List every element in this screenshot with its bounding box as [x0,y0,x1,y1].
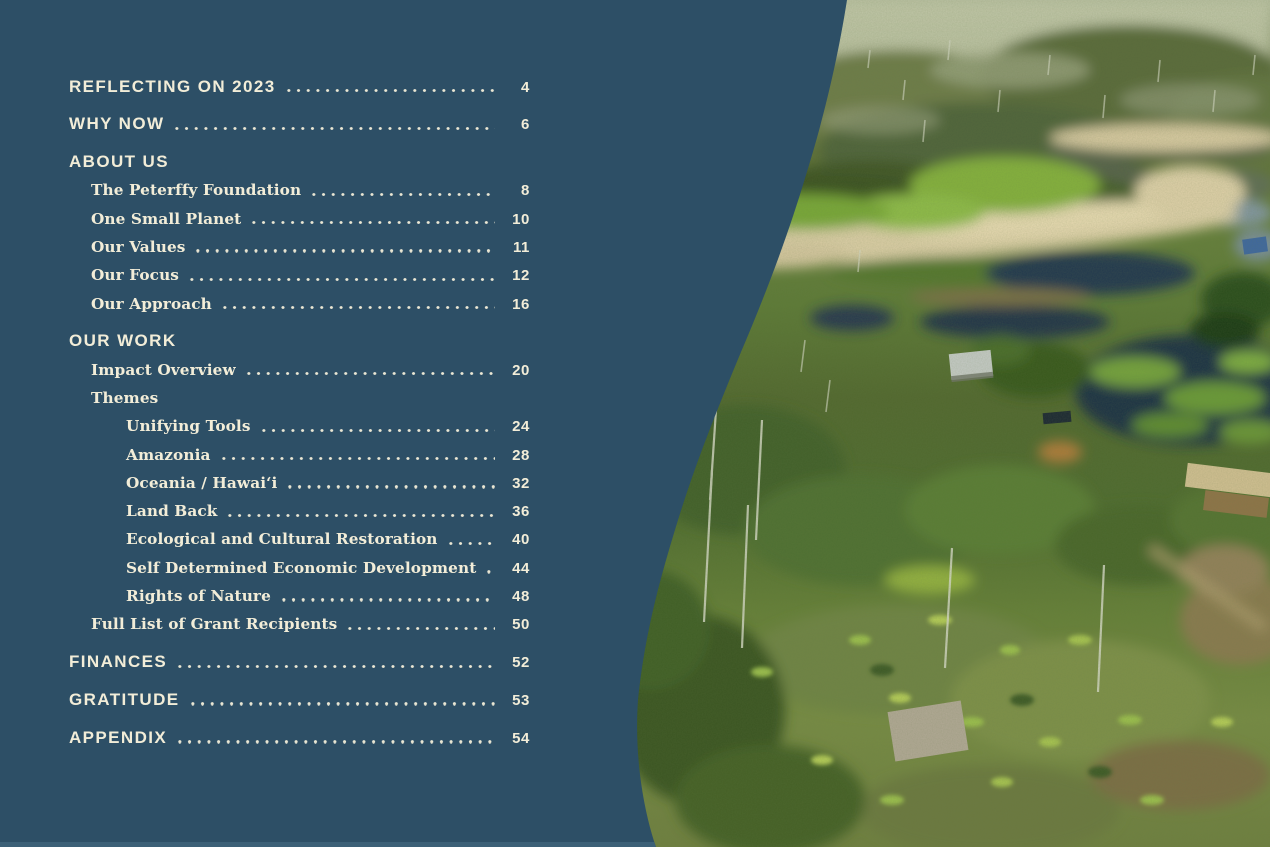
leader-dots [446,542,495,545]
toc-entry-page: 8 [521,182,530,200]
leader-dots [309,193,495,196]
toc-entry-page: 54 [512,729,530,747]
leader-dots [219,457,496,460]
table-of-contents [69,63,530,752]
toc-entry[interactable] [69,233,530,261]
toc-entry[interactable] [69,497,530,525]
toc-entry[interactable] [69,686,530,714]
toc-entry-label: GRATITUDE [69,689,180,709]
toc-entry[interactable] [69,525,530,553]
toc-entry-page: 50 [512,616,530,634]
toc-entry[interactable] [69,327,530,355]
leader-dots [285,485,495,488]
toc-entry-label: WHY NOW [69,114,165,134]
toc-entry-page: 11 [512,238,530,256]
toc-entry-label: Oceania / Hawai‘i [126,473,278,492]
toc-entry-page: 52 [512,654,530,672]
toc-entry-label: APPENDIX [69,727,168,747]
toc-entry[interactable] [69,469,530,497]
toc-entry-label: Land Back [126,502,218,521]
leader-dots [484,570,495,573]
toc-entry-page: 32 [512,474,530,492]
toc-entry-page: 28 [512,446,530,464]
leader-dots [225,514,495,517]
toc-entry-page: 53 [512,691,530,709]
toc-entry[interactable] [69,648,530,676]
toc-entry[interactable] [69,384,530,412]
toc-entry-page: 48 [512,588,530,606]
toc-entry-page: 12 [512,267,530,285]
toc-entry-page: 4 [521,78,530,96]
toc-entry-label: Rights of Nature [126,587,271,606]
toc-entry[interactable] [69,290,530,318]
toc-entry[interactable] [69,205,530,233]
toc-entry-page: 44 [512,559,530,577]
leader-dots [345,627,495,630]
toc-entry-page: 6 [521,116,530,134]
leader-dots [187,278,495,281]
toc-entry[interactable] [69,582,530,610]
toc-entry-label: One Small Planet [91,209,242,228]
toc-entry-label: Unifying Tools [126,417,251,436]
leader-dots [175,665,495,668]
toc-entry-label: Ecological and Cultural Restoration [126,530,438,549]
toc-entry-label: Themes [91,388,159,407]
toc-entry[interactable] [69,412,530,440]
toc-entry-label: Our Approach [91,294,212,313]
toc-entry-label: REFLECTING ON 2023 [69,76,276,96]
toc-entry-label: Our Values [91,237,186,256]
toc-entry-page: 16 [512,295,530,313]
bottom-edge-strip [0,842,700,847]
toc-entry-label: Self Determined Economic Development [126,558,477,577]
toc-entry-page: 24 [512,418,530,436]
leader-dots [188,702,496,705]
toc-entry-label: OUR WORK [69,331,177,351]
leader-dots [249,221,495,224]
toc-entry-page: 36 [512,503,530,521]
leader-dots [259,429,495,432]
leader-dots [193,249,495,252]
toc-entry[interactable] [69,610,530,638]
toc-entry-page: 20 [512,361,530,379]
toc-entry[interactable] [69,724,530,752]
leader-dots [220,306,495,309]
leader-dots [172,127,495,130]
toc-entry-page: 40 [512,531,530,549]
leader-dots [175,740,495,743]
toc-entry-page: 10 [512,210,530,228]
toc-entry-label: FINANCES [69,652,168,672]
leader-dots [244,372,495,375]
toc-entry[interactable] [69,110,530,138]
toc-entry[interactable] [69,73,530,101]
toc-entry-label: Our Focus [91,266,180,285]
toc-entry[interactable] [69,356,530,384]
toc-entry[interactable] [69,441,530,469]
toc-entry-label: The Peterffy Foundation [91,181,302,200]
toc-entry-label: Full List of Grant Recipients [91,615,338,634]
toc-entry-label: Impact Overview [91,360,236,379]
toc-entry-label: ABOUT US [69,152,169,172]
toc-entry-label: Amazonia [126,445,211,464]
toc-entry[interactable] [69,148,530,176]
toc-entry[interactable] [69,176,530,204]
toc-entry[interactable] [69,554,530,582]
leader-dots [284,89,495,92]
leader-dots [279,598,495,601]
toc-entry[interactable] [69,261,530,289]
